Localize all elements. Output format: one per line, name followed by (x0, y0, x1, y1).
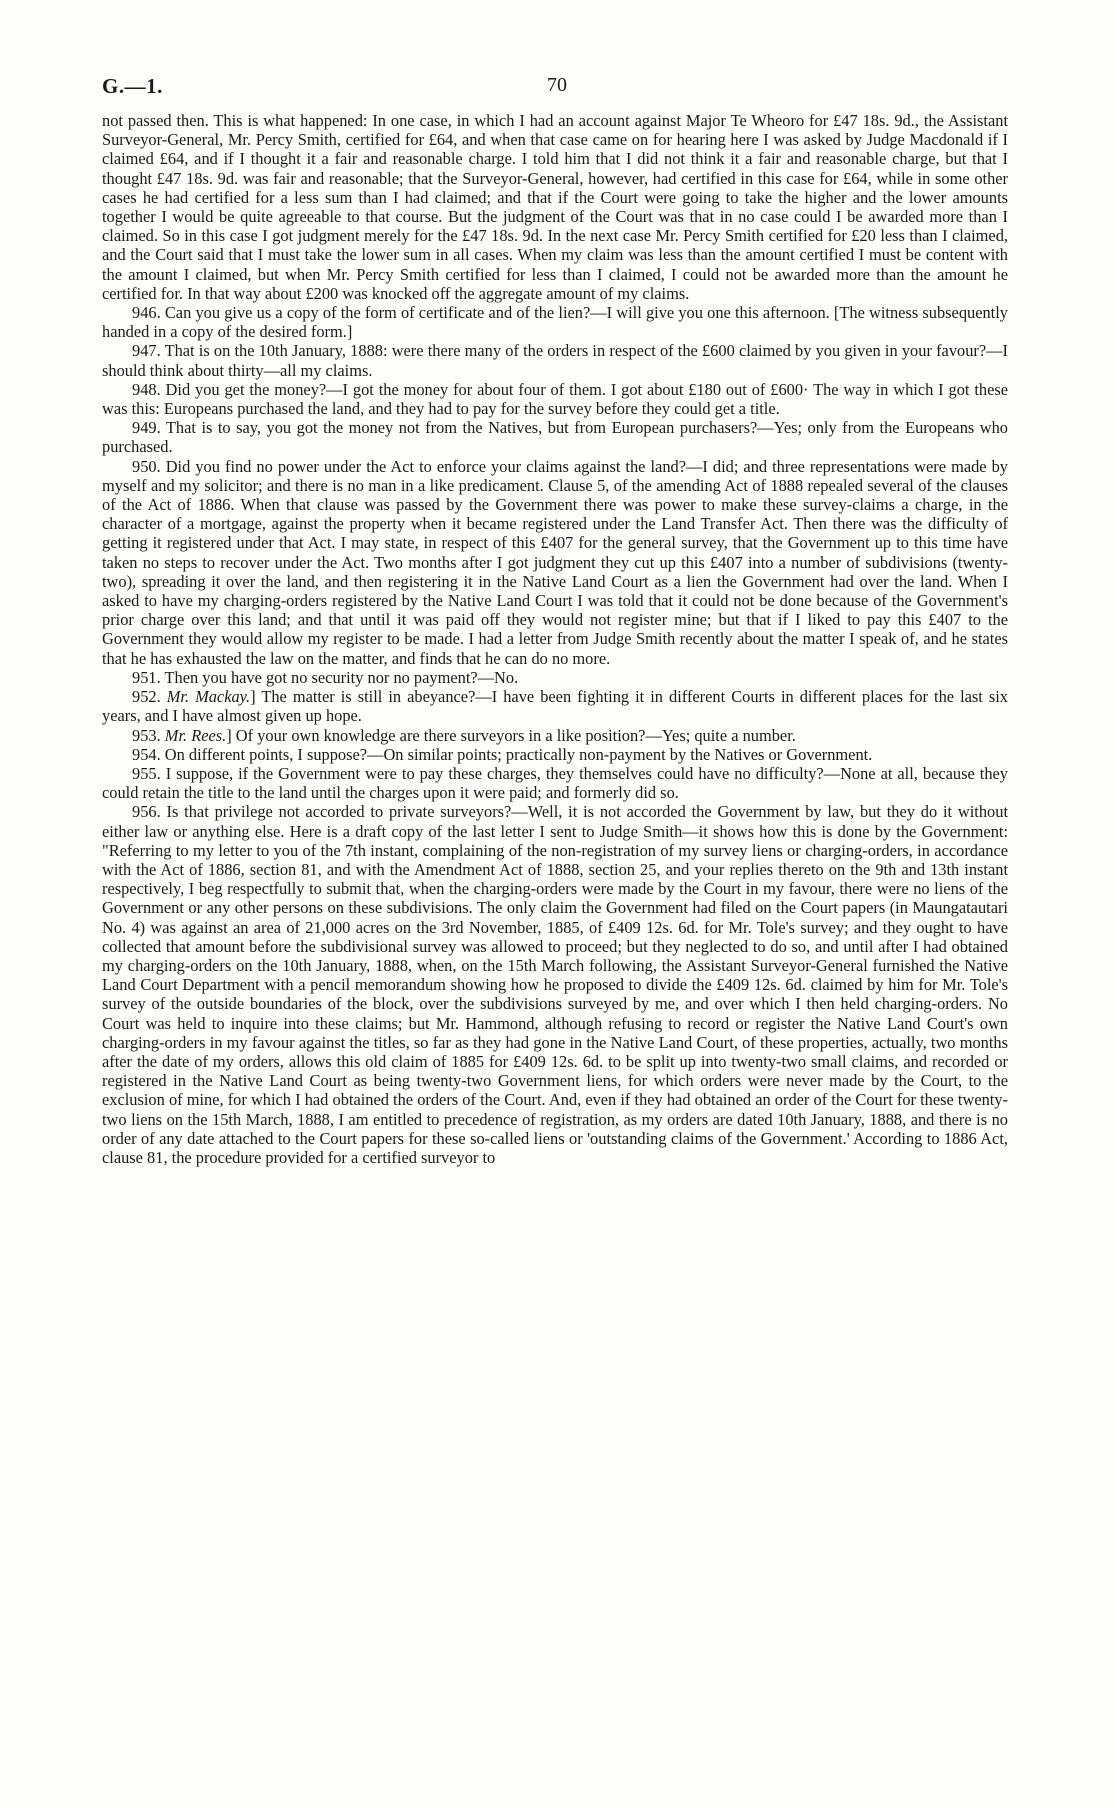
paragraph-952-text: ] The matter is still in abeyance?—I have been fighting it in different Courts in different places for the last six years, and I have almost given up hope. (102, 687, 1008, 726)
question-number: 952. (132, 687, 161, 707)
document-code: G.—1. (102, 74, 163, 98)
paragraph-946: 946. Can you give us a copy of the form of certificate and of the lien?—I will give you one this afternoon. [The witness subsequently handed in a copy of the desired form.] (102, 303, 1008, 342)
page-header (102, 74, 1012, 102)
paragraph-953 (102, 726, 1008, 745)
paragraph-954: 954. On different points, I suppose?—On similar points; practically non-payment by the Natives or Government. (132, 744, 873, 764)
paragraph-952 (102, 687, 1008, 725)
paragraph-953-text: ] Of your own knowledge are there surveyors in a like position?—Yes; quite a number. (226, 725, 796, 745)
speaker-name: Mr. Mackay. (166, 687, 251, 707)
body-text (102, 111, 1008, 1167)
paragraph-949: 949. That is to say, you got the money not from the Natives, but from European purchasers?—Yes; only from the Europeans who purchased. (102, 418, 1008, 457)
page-number: 70 (547, 74, 567, 96)
paragraph-947: 947. That is on the 10th January, 1888: were there many of the orders in respect of the £600 claimed by you given in your favour?—I should think about thirty—all my claims. (102, 341, 1008, 380)
paragraph-950: 950. Did you find no power under the Act to enforce your claims against the land?—I did; and three representations were made by myself and my solicitor; and there is no man in a like predicament. Clause 5, of the amending Act of 1888 repealed several of the clauses of the Act of 1886. When that clause was passed by the Government there was power to make these survey-claims a charge, in the character of a mortgage, against the property when it became registered under the Land Transfer Act. Then there was the difficulty of getting it registered under that Act. I may state, in respect of this £407 for the general survey, that the Government up to this time have taken no steps to recover under the Act. Two months after I got judgment they cut up this £407 into a number of subdivisions (twenty-two), spreading it over the land, and then registering it in the Native Land Court as a lien the Government had over the land. When I asked to have my charging-orders registered by the Native Land Court I was told that it could not be done because of the Government's prior charge over this land; and that until it was paid off they would not register mine; but that if I liked to pay this £407 to the Government they would allow my register to be made. I had a letter from Judge Smith recently about the matter I speak of, and he states that he has exhausted the law on the matter, and finds that he can do no more. (102, 456, 1008, 668)
question-number: 953. (132, 725, 161, 745)
paragraph-continuation: not passed then. This is what happened: In one case, in which I had an account against Major Te Wheoro for £47 18s. 9d., the Assistant Surveyor-General, Mr. Percy Smith, certified for £64, and when that case came on for hearing here I was asked by Judge Macdonald if I claimed £64, and if I thought it a fair and reasonable charge. I told him that I did not think it a fair and reasonable charge, but that I thought £47 18s. 9d. was fair and reasonable; that the Surveyor-General, however, had certified in this case for £64, while in some other cases he had certified for a less sum than I had claimed; and that if the Court were going to take the higher and the lower amounts together I would be quite agreeable to that course. But the judgment of the Court was that in no case could I be awarded more than I claimed. So in this case I got judgment merely for the £47 18s. 9d. In the next case Mr. Percy Smith certified for £20 less than I claimed, and the Court said that I must take the lower sum in all cases. When my claim was less than the amount certified I must be content with the amount I claimed, but when Mr. Percy Smith certified for less than I claimed, I could not be awarded more than the amount he certified for. In that way about £200 was knocked off the aggregate amount of my claims. (102, 111, 1008, 303)
paragraph-948: 948. Did you get the money?—I got the money for about four of them. I got about £180 out of £600· The way in which I got these was this: Europeans purchased the land, and they had to pay for the survey before they could get a title. (102, 379, 1008, 419)
speaker-name: Mr. Rees. (164, 725, 227, 745)
paragraph-951: 951. Then you have got no security nor no payment?—No. (132, 667, 519, 687)
paragraph-955: 955. I suppose, if the Government were to pay these charges, they themselves could have no difficulty?—None at all, because they could retain the title to the land until the charges upon it were paid; and formerly did so. (102, 763, 1008, 803)
paragraph-956: 956. Is that privilege not accorded to private surveyors?—Well, it is not accorded the Government by law, but they do it without either law or anything else. Here is a draft copy of the last letter I sent to Judge Smith—it shows how this is done by the Government: "Referring to my letter to you of the 7th instant, complaining of the non-registration of my survey liens or charging-orders, in accordance with the Act of 1886, section 81, and with the Amendment Act of 1888, section 25, and your replies thereto on the 9th and 13th instant respectively, I beg respectfully to submit that, when the charging-orders were made by the Court in my favour, there were no liens of the Government or any other persons on these subdivisions. The only claim the Government had filed on the Court papers (in Maungatautari No. 4) was against an area of 21,000 acres on the 3rd November, 1885, of £409 12s. 6d. for Mr. Tole's survey; and they ought to have collected that amount before the subdivisional survey was allowed to proceed; but they neglected to do so, and until after I had obtained my charging-orders on the 10th January, 1888, when, on the 15th March following, the Assistant Surveyor-General furnished the Native Land Court Department with a pencil memorandum showing how he proposed to divide the £409 12s. 6d. claimed by him for Mr. Tole's survey of the outside boundaries of the block, over the subdivisions surveyed by me, and over which I then held charging-orders. No Court was held to inquire into these claims; but Mr. Hammond, although refusing to record or register the Native Land Court's own charging-orders in my favour against the titles, so far as they had gone in the Native Land Court, of these properties, actually, two months after the date of my orders, allows this old claim of 1885 for £409 12s. 6d. to be split up into twenty-two small claims, and recorded or registered in the Native Land Court as being twenty-two Government liens, for which orders were never made by the Court, to the exclusion of mine, for which I had obtained the orders of the Court. And, even if they had obtained an order of the Court for these twenty-two liens on the 15th March, 1888, I am entitled to precedence of registration, as my orders are dated 10th January, 1888, and there is no order of any date attached to the Court papers for these so-called liens or 'outstanding claims of the Government.' According to 1886 Act, clause 81, the procedure provided for a certified surveyor to (102, 802, 1008, 1167)
